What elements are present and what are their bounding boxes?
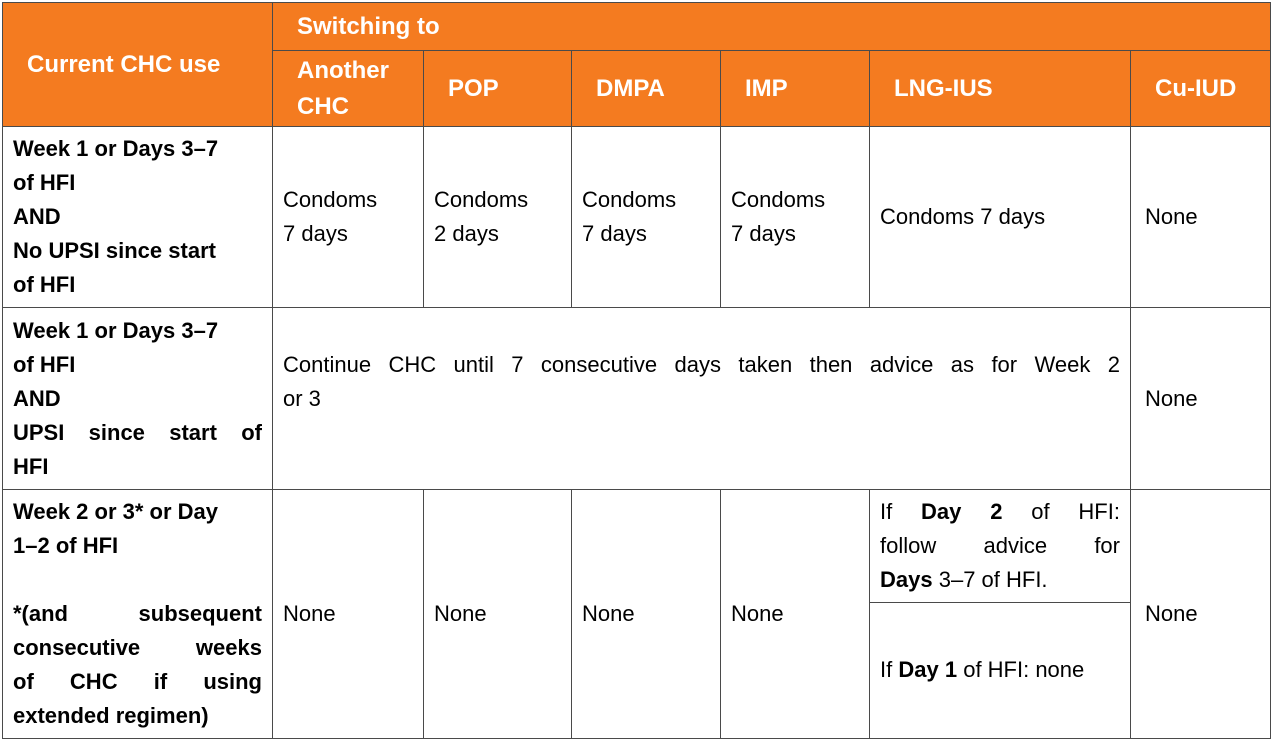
cell-line: 2 days (434, 221, 499, 247)
row3-head-line: 1–2 of HFI (13, 532, 119, 558)
table-row (3, 489, 1271, 602)
advice-line: or 3 (283, 386, 321, 412)
row3-cu-iud: None (1131, 489, 1271, 738)
row3-head-line: of CHC if using (13, 668, 262, 694)
row2-head-line: AND (13, 385, 61, 411)
row2-head-line: UPSI since start of (13, 419, 262, 445)
cell-line: Condoms (731, 187, 826, 213)
row3-lng-ius-day1 (870, 602, 1131, 738)
row3-head-spacer (13, 563, 262, 597)
row3-head-line: Week 2 or 3* or Day (13, 498, 219, 524)
header-switching-to: Switching to (273, 3, 1271, 51)
row1-head-line: of HFI (13, 170, 76, 196)
header-lng-ius: LNG-IUS (870, 51, 1131, 127)
row2-head-line: HFI (13, 453, 49, 479)
cell-line: 7 days (582, 221, 647, 247)
row2-head-line: of HFI (13, 351, 76, 377)
row1-dmpa (572, 127, 721, 308)
header-another-line2: CHC (297, 92, 349, 120)
row1-pop (424, 127, 572, 308)
row3-pop: None (424, 489, 572, 738)
row3-dmpa: None (572, 489, 721, 738)
row3-head-line: extended regimen) (13, 702, 209, 728)
header-another-chc (273, 51, 424, 127)
row3-head-line: consecutive weeks (13, 634, 262, 660)
chc-switching-table (2, 2, 1271, 739)
cell-line: 7 days (283, 221, 348, 247)
word: of HFI: (1031, 498, 1120, 524)
word: If (880, 657, 893, 683)
header-cu-iud: Cu-IUD (1131, 51, 1271, 127)
row3-another-chc: None (273, 489, 424, 738)
row1-head-line: No UPSI since start (13, 238, 216, 264)
row1-head-line: AND (13, 204, 61, 230)
cell-line: 7 days (731, 221, 796, 247)
row1-current-use (3, 127, 273, 308)
word-bold: Day 2 (921, 498, 1003, 524)
row1-head-line: of HFI (13, 272, 76, 298)
header-pop: POP (424, 51, 572, 127)
advice-line: Continue CHC until 7 consecutive days taken then advice as for Week 2 (283, 352, 1120, 378)
lng-day2-line2: follow advice for (880, 532, 1120, 558)
header-current-chc-use: Current CHC use (3, 3, 273, 127)
header-dmpa: DMPA (572, 51, 721, 127)
row2-current-use (3, 308, 273, 489)
word: of HFI: none (963, 657, 1085, 683)
word-bold: Day 1 (898, 657, 958, 683)
cell-line: Condoms (582, 187, 677, 213)
word: If (880, 498, 893, 524)
row3-imp: None (721, 489, 870, 738)
lng-day2-line3 (880, 563, 1120, 597)
row1-cu-iud: None (1131, 127, 1271, 308)
row1-lng-ius: Condoms 7 days (870, 127, 1131, 308)
table-row (3, 127, 1271, 308)
row3-current-use (3, 489, 273, 738)
row2-head-line: Week 1 or Days 3–7 (13, 317, 219, 343)
row2-cu-iud: None (1131, 308, 1271, 489)
row3-lng-ius-day2 (870, 489, 1131, 602)
table-row (3, 308, 1271, 489)
cell-line: Condoms (434, 187, 529, 213)
cell-line: Condoms (283, 187, 378, 213)
word: 3–7 of HFI. (938, 566, 1048, 592)
row2-merged-advice (273, 308, 1131, 489)
lng-day2-text (880, 495, 1120, 597)
row3-head-line: *(and subsequent (13, 600, 262, 626)
row1-imp (721, 127, 870, 308)
row1-another-chc (273, 127, 424, 308)
lng-day2-line1 (880, 495, 1120, 529)
row1-head-line: Week 1 or Days 3–7 (13, 136, 219, 162)
header-another-line1: Another (297, 56, 389, 84)
word-bold: Days (880, 566, 933, 592)
header-imp: IMP (721, 51, 870, 127)
